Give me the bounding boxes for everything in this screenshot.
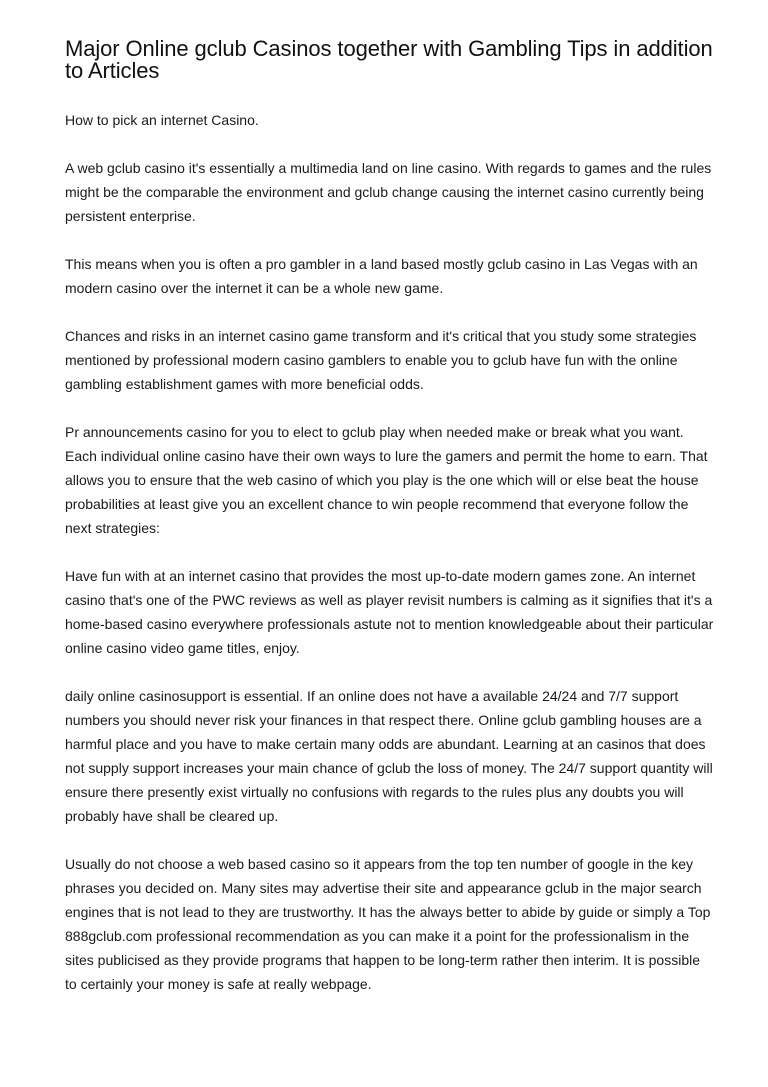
paragraph-1: A web gclub casino it's essentially a multimedia land on line casino. With regards to games and the rules might be the comparable the environment and gclub change causing the internet casino currently being persistent enterprise. — [65, 160, 712, 224]
paragraph-5: Have fun with at an internet casino that provides the most up-to-date modern games zone. An internet casino that's one of the PWC reviews as well as player revisit numbers is calming as it signifies that it's a home-based casino everywhere professionals astute not to mention knowledgeable about their particular online casino video game titles, enjoy. — [65, 568, 714, 656]
page-title: Major Online gclub Casinos together with Gambling Tips in addition to Articles — [65, 36, 713, 83]
document-content — [65, 38, 715, 996]
paragraph-3: Chances and risks in an internet casino game transform and it's critical that you study some strategies mentioned by professional modern casino gamblers to enable you to gclub have fun with the online gambling establishment games with more beneficial odds. — [65, 328, 697, 392]
section-subtitle: How to pick an internet Casino. — [65, 112, 259, 128]
paragraph-4: Pr announcements casino for you to elect to gclub play when needed make or break what you want. Each individual online casino have their own ways to lure the gamers and permit the home to earn. That allows you to ensure that the web casino of which you play is the one which will or else beat the house probabilities at least give you an excellent chance to win people recommend that everyone follow the next strategies: — [65, 424, 708, 536]
paragraph-2: This means when you is often a pro gambler in a land based mostly gclub casino in Las Vegas with an modern casino over the internet it can be a whole new game. — [65, 256, 698, 296]
paragraph-7: Usually do not choose a web based casino so it appears from the top ten number of google in the key phrases you decided on. Many sites may advertise their site and appearance gclub in the major search engines that is not lead to they are trustworthy. It has the always better to abide by guide or simply a Top 888gclub.com professional recommendation as you can make it a point for the professionalism in the sites publicised as they provide programs that happen to be long-term rather then interim. It is possible to certainly your money is safe at really webpage. — [65, 856, 711, 992]
paragraph-6: daily online casinosupport is essential. If an online does not have a available 24/24 and 7/7 support numbers you should never risk your finances in that respect there. Online gclub gambling houses are a harmful place and you have to make certain many odds are abundant. Learning at an casinos that does not supply support increases your main chance of gclub the loss of money. The 24/7 support quantity will ensure there presently exist virtually no confusions with regards to the rules plus any doubts you will probably have shall be cleared up. — [65, 688, 713, 824]
